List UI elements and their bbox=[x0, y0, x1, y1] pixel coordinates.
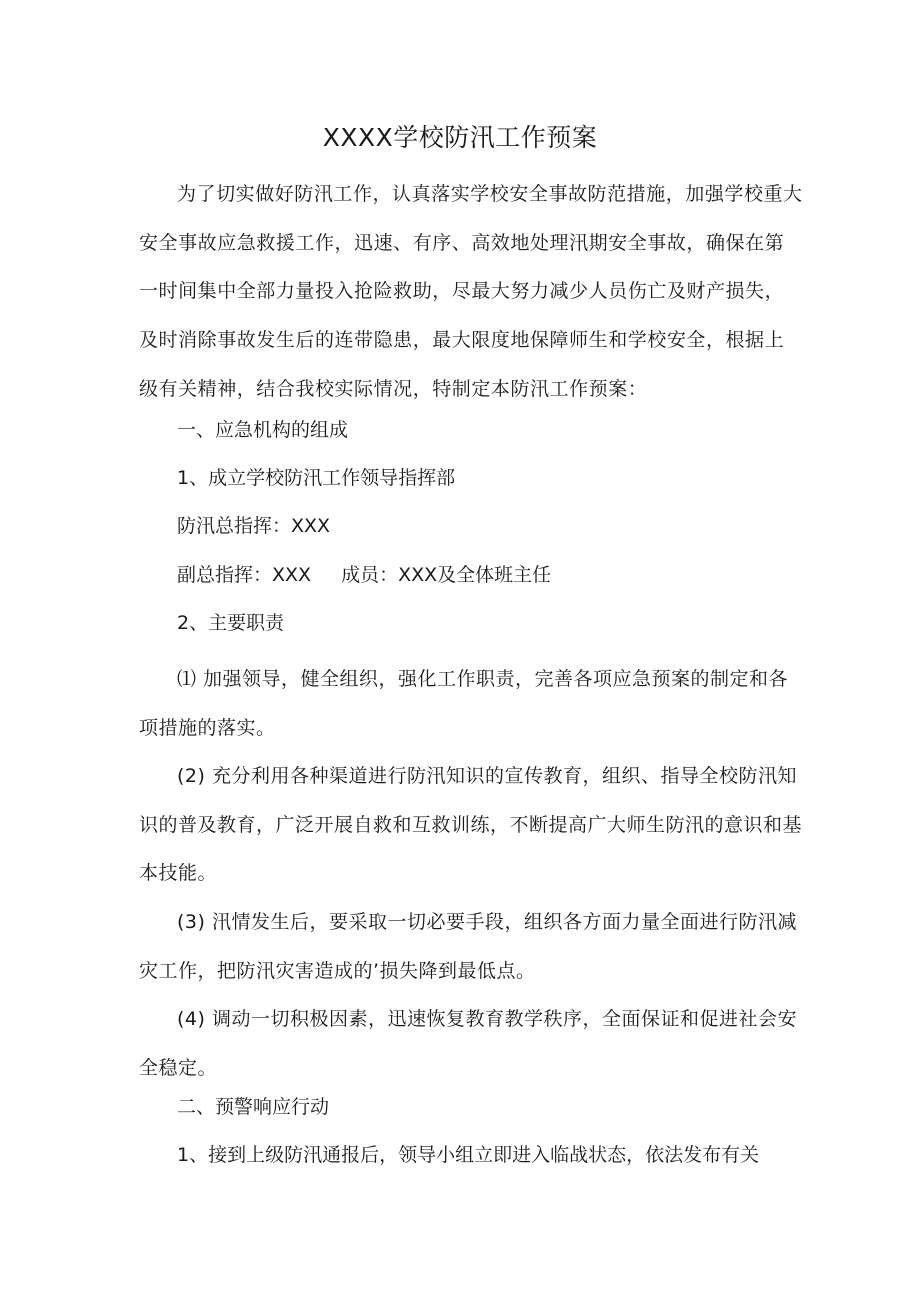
intro-paragraph: 为了切实做好防汛工作，认真落实学校安全事故防范措施，加强学校重大安全事故应急救援工作，迅速、有序、高效地处理汛期安全事故，确保在第一时间集中全部力量投入抢险救助，尽最大努力减少人员伤亡及财产损失，及时消除事故发生后的连带隐患，最大限度地保障师生和学校安全，根据上级有关精神，结合我校实际情况，特制定本防汛工作预案： bbox=[139, 183, 803, 400]
section1-sub2: 2、主要职责 bbox=[177, 612, 285, 634]
duty-item-1: ⑴ 加强领导，健全组织，强化工作职责，完善各项应急预案的制定和各项措施的落实。 bbox=[139, 668, 789, 739]
section1-heading: 一、应急机构的组成 bbox=[177, 419, 349, 441]
members: 成员：XXX及全体班主任 bbox=[341, 564, 552, 586]
deputy-members-line bbox=[177, 560, 551, 590]
duty-item-4: (4) 调动一切积极因素，迅速恢复教育教学秩序，全面保证和促进社会安全稳定。 bbox=[139, 1008, 797, 1079]
duty-item-3: (3) 汛情发生后，要采取一切必要手段，组织各方面力量全面进行防汛减灾工作，把防汛灾害造成的’损失降到最低点。 bbox=[139, 911, 797, 982]
duty-item-2: (2) 充分利用各种渠道进行防汛知识的宣传教育，组织、指导全校防汛知识的普及教育，广泛开展自救和互救训练，不断提高广大师生防汛的意识和基本技能。 bbox=[139, 765, 803, 884]
section1-sub1: 1、成立学校防汛工作领导指挥部 bbox=[177, 467, 456, 489]
deputy-commander: 副总指挥：XXX bbox=[177, 564, 312, 586]
section2-item1: 1、接到上级防汛通报后，领导小组立即进入临战状态，依法发布有关 bbox=[177, 1144, 760, 1166]
commander-line: 防汛总指挥：XXX bbox=[177, 515, 331, 537]
document-title: XXXX学校防汛工作预案 bbox=[322, 123, 598, 152]
section2-heading: 二、预警响应行动 bbox=[177, 1096, 330, 1118]
